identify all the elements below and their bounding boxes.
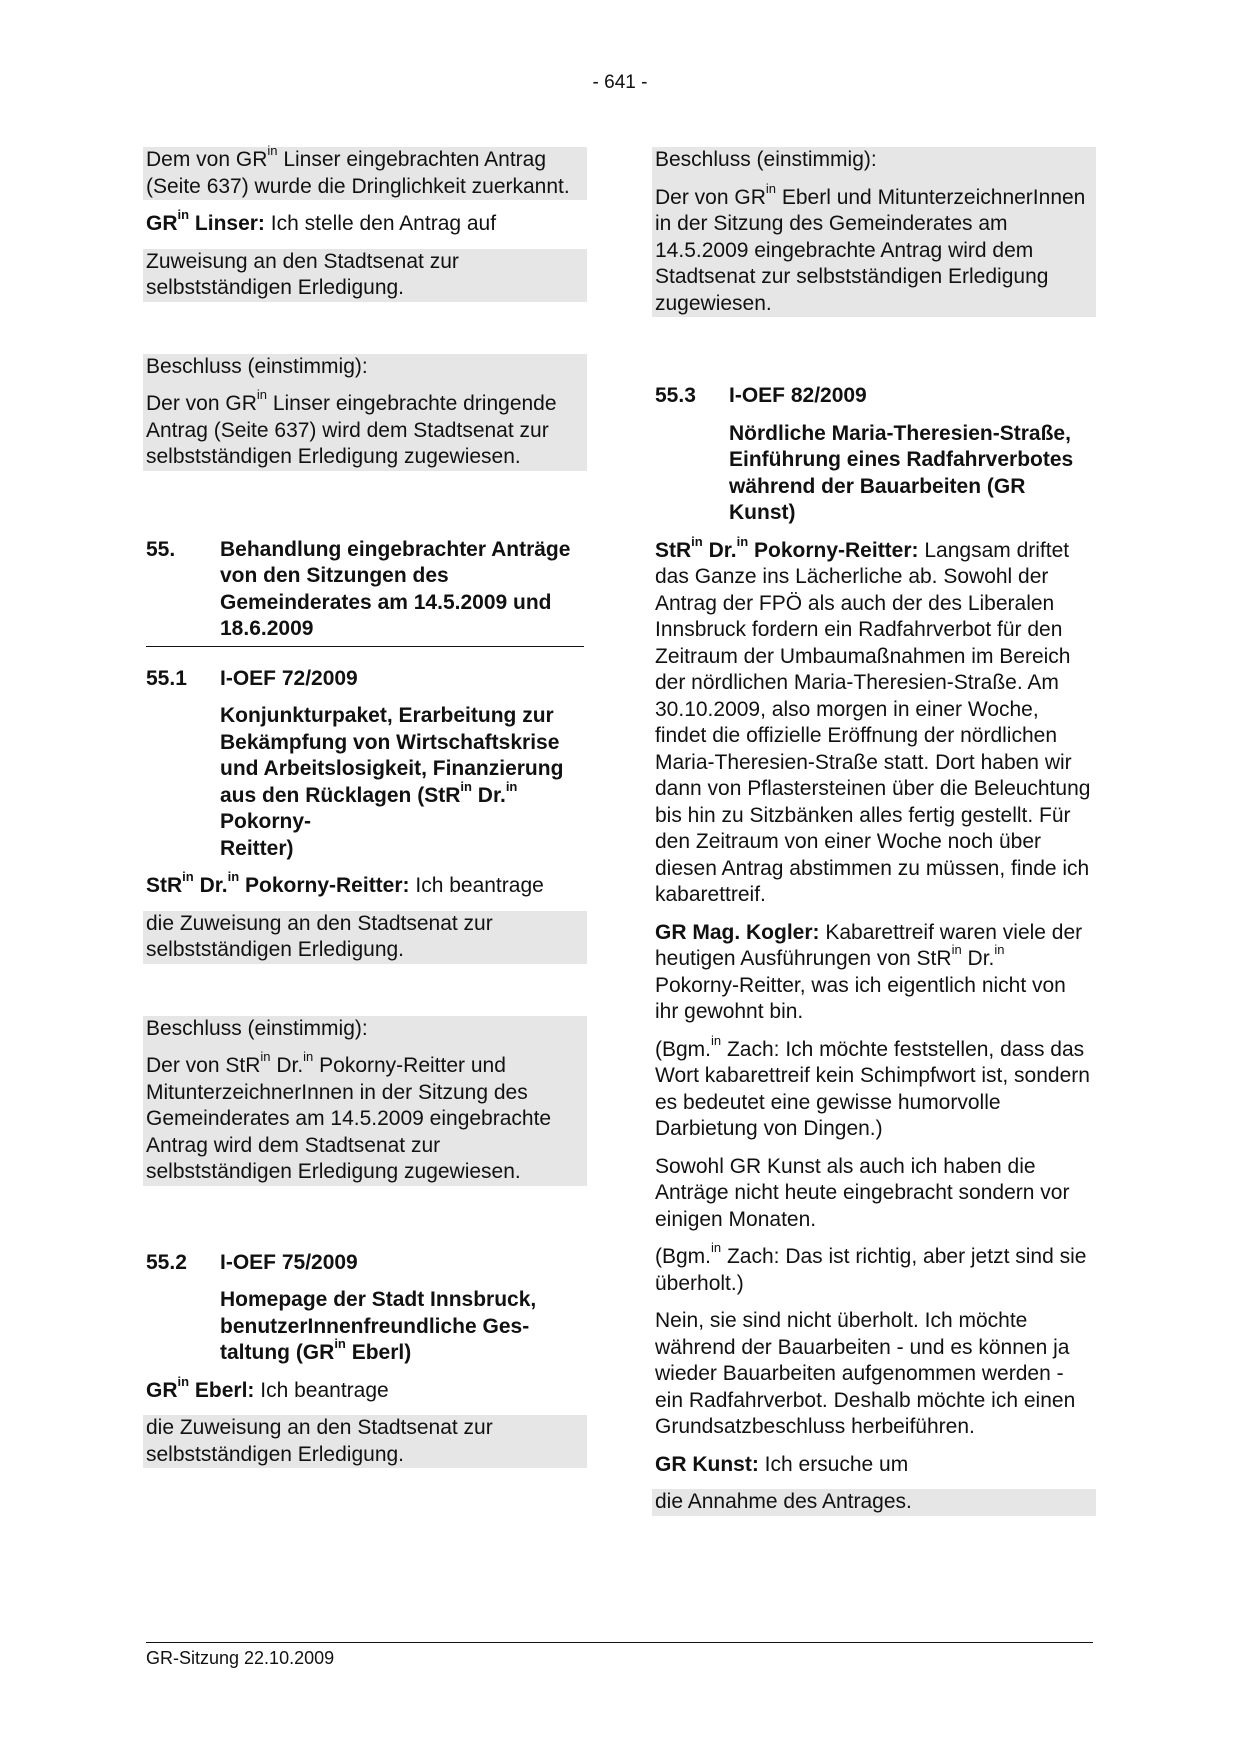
footer-rule [146,1642,1093,1643]
speech-paragraph-4: Sowohl GR Kunst als auch ich haben die Anträge nicht heute eingebracht sondern vor einigen Monaten. [655,1154,1070,1231]
speech-pokorny-1: StR$^{in}$ Dr.$^{in}$ Pokorny-Reitter: Ich beantrage [146,869,544,897]
speech-kogler: GR Mag. Kogler: Kabarettreif waren viele der heutigen Ausführungen von StR$^{in}$ Dr.$^{in}$ Pokorny-Reitter, was ich eigentlich nicht von ihr gewohnt bin. [655,920,1083,1023]
section-55-2-heading: 55.2 I-OEF 75/2009 [146,1250,358,1274]
urgency-note: Dem von $GR^{in}$ Linser eingebrachten Antrag (Seite 637) wurde die Dringlichkeit zuerkannt. [143,147,587,200]
interjection-mayor-1: (Bgm.$^{in}$ Zach: Ich möchte feststellen, dass das Wort kabarettreif kein Schimpfwort ist, sondern es bedeutet eine gewisse humorvolle Darbietung von Dingen.) [655,1032,1090,1140]
motion-box-55-3: die Annahme des Antrages. [652,1489,1096,1516]
speech-linser: $GR^{in}$ Linser: Ich stelle den Antrag auf [146,207,497,235]
speech-eberl: $GR^{in}$ Eberl: Ich beantrage [146,1373,389,1402]
resolution-box-2: Beschluss (einstimmig): Der von StR$^{in}$ Dr.$^{in}$ Pokorny-Reitter und MitunterzeichnerInnen in der Sitzung des Gemeinderates am 14.5.2009 eingebrachte Antrag wird dem Stadtsenat zur selbstständigen Erledigung zugewiesen. [143,1016,587,1186]
resolution-box-eberl: Beschluss (einstimmig): Der von $GR^{in}$ Eberl und MitunterzeichnerInnen in der Sitzung des Gemeinderates am 14.5.2009 eingebrachte Antrag wird dem Stadtsenat zur selbstständigen Erledigung zugewiesen. [652,147,1096,317]
section-55-heading: 55. Behandlung eingebrachter Anträge von den Sitzungen des Gemeinderates am 14.5.2009 und 18.6.2009 [146,537,584,647]
left-column [146,143,584,1468]
interjection-mayor-2: (Bgm.$^{in}$ Zach: Das ist richtig, aber jetzt sind sie überholt.) [655,1240,1087,1295]
resolution-box-1: Beschluss (einstimmig): Der von $GR^{in}$ Linser eingebrachte dringende Antrag (Seite 637) wird dem Stadtsenat zur selbstständigen Erledigung zugewiesen. [143,354,587,471]
footer: GR-Sitzung 22.10.2009 [146,1648,335,1668]
page-number: - 641 - [592,72,648,93]
section-55-2-title: Homepage der Stadt Innsbruck, benutzerInnenfreundliche Gestaltung ($GR^{in}$ Eberl) [220,1288,537,1364]
section-55-3-title: Nördliche Maria-Theresien-Straße, Einführung eines Radfahrverbotes während der Bauarbeiten (GR Kunst) [729,421,1074,524]
right-column [655,147,1093,1516]
speech-paragraph-6: Nein, sie sind nicht überholt. Ich möchte während der Bauarbeiten - und es können ja wieder Bauarbeiten aufgenommen werden - ein Radfahrverbot. Deshalb möchte ich einen Grundsatzbeschluss herbeiführen. [655,1309,1076,1438]
speech-kunst: GR Kunst: Ich ersuche um [655,1452,909,1476]
section-55-1-heading: 55.1 I-OEF 72/2009 [146,666,358,690]
section-55-1-title: Konjunkturpaket, Erarbeitung zur Bekämpfung von Wirtschaftskrise und Arbeitslosigkeit, Finanzierung aus den Rücklagen (StR$^{in}$ Dr.$^{in}$ Pokorny- Reitter) [220,704,564,860]
speech-pokorny-2: StR$^{in}$ Dr.$^{in}$ Pokorny-Reitter: Langsam driftet das Ganze ins Lächerliche ab. Sowohl der Antrag der FPÖ als auch der des Liberalen Innsbruck fordern ein Radfahrverbot für den Zeitraum der Umbaumaßnahmen im Bereich der nördlichen Maria-Theresien-Straße. Am 30.10.2009, also morgen in einer Woche, findet die offizielle Eröffnung der nördlichen Maria-Theresien-Straße statt. Dort haben wir dann von Pflastersteinen über die Beleuchtung bis hin zu Sitzbänken alles fertig gestellt. Für den Zeitraum von einer Woche noch über diesen Antrag abstimmen zu müssen, finde ich kabarettreif. [655,533,1091,906]
motion-box-55-1: die Zuweisung an den Stadtsenat zur selbstständigen Erledigung. [143,911,587,964]
motion-box-55-2: die Zuweisung an den Stadtsenat zur selbstständigen Erledigung. [143,1415,587,1468]
motion-box-linser: Zuweisung an den Stadtsenat zur selbstständigen Erledigung. [143,249,587,302]
section-55-3-heading: 55.3 I-OEF 82/2009 [655,384,867,407]
